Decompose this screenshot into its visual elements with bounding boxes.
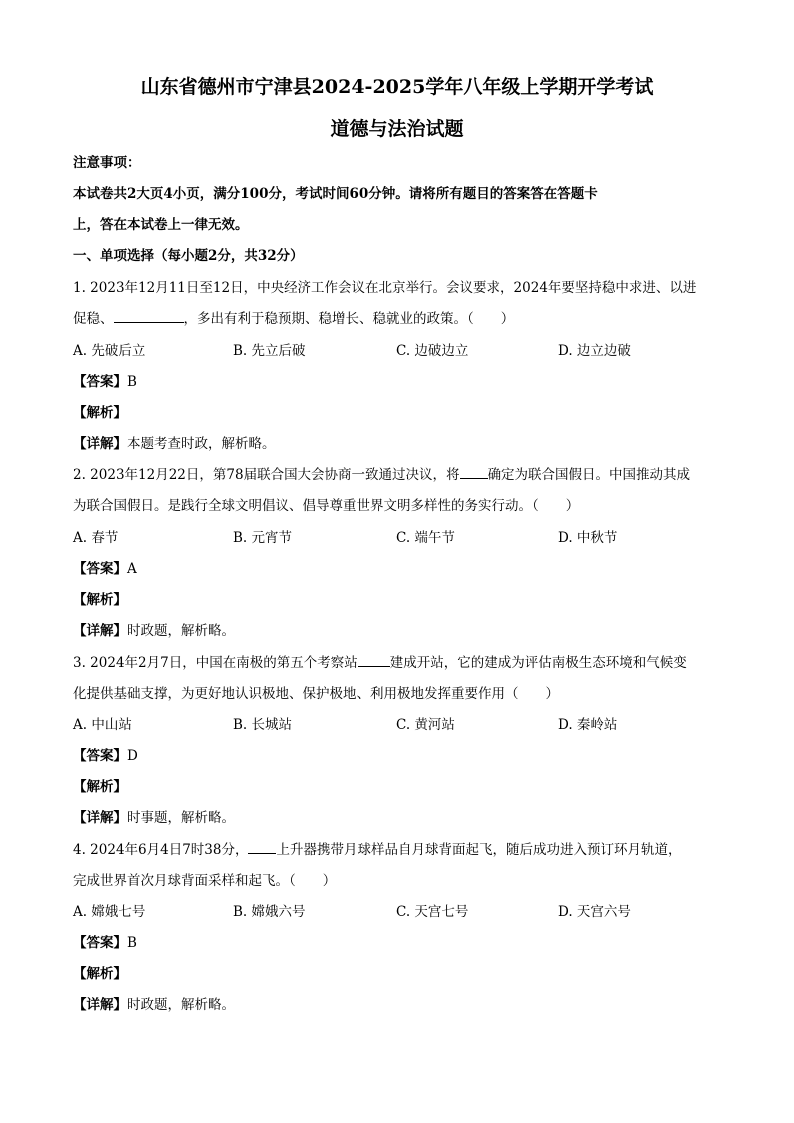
- analysis-label: 【解析】: [73, 592, 127, 608]
- question-2-line-2: 为联合国假日。是践行全球文明倡议、倡导尊重世界文明多样性的务实行动。（ ）: [73, 498, 580, 514]
- detail-text: 时事题，解析略。: [127, 810, 235, 826]
- question-4-line-1: [73, 838, 723, 858]
- option-b: B. 先立后破: [233, 343, 306, 359]
- answer-blank: [358, 654, 390, 667]
- question-1-answer: [73, 370, 723, 390]
- detail-label: 【详解】: [73, 436, 127, 452]
- option-b: B. 元宵节: [233, 530, 293, 546]
- question-3-options: [73, 713, 723, 733]
- answer-value: A: [127, 561, 137, 577]
- q2-text-pre: 2. 2023年12月22日，第78届联合国大会协商一致通过决议，将: [73, 467, 460, 483]
- question-3-analysis: [73, 775, 723, 795]
- q2-text-post: 确定为联合国假日。中国推动其成: [487, 467, 691, 483]
- question-3-line-1: [73, 651, 723, 671]
- option-d: D. 边立边破: [558, 343, 631, 359]
- question-4-answer: [73, 931, 723, 951]
- question-4-analysis: [73, 962, 723, 982]
- option-c: C. 黄河站: [396, 717, 455, 733]
- answer-label: 【答案】: [73, 374, 127, 390]
- detail-text: 时政题，解析略。: [127, 997, 235, 1013]
- answer-label: 【答案】: [73, 935, 127, 951]
- section-heading: 一、单项选择（每小题2分，共32分）: [73, 248, 304, 264]
- option-d: D. 中秋节: [558, 530, 618, 546]
- q1-text-post: ，多出有利于稳预期、稳增长、稳就业的政策。（ ）: [183, 311, 515, 327]
- question-4-detail: [73, 993, 723, 1013]
- option-a: A. 先破后立: [73, 343, 146, 359]
- detail-label: 【详解】: [73, 997, 127, 1013]
- option-d: D. 天宫六号: [558, 904, 631, 920]
- detail-text: 本题考查时政，解析略。: [127, 436, 276, 452]
- notice-line-2: 上，答在本试卷上一律无效。: [73, 217, 249, 233]
- exam-subtitle: 道德与法治试题: [330, 118, 464, 140]
- question-4-options: [73, 900, 723, 920]
- q3-text-post: 建成开站，它的建成为评估南极生态环境和气候变: [389, 655, 687, 671]
- option-a: A. 中山站: [73, 717, 132, 733]
- answer-value: B: [127, 935, 137, 951]
- analysis-label: 【解析】: [73, 966, 127, 982]
- question-2-analysis: [73, 588, 723, 608]
- answer-value: D: [127, 748, 138, 764]
- detail-label: 【详解】: [73, 623, 127, 639]
- question-1-detail: [73, 432, 723, 452]
- option-b: B. 嫦娥六号: [233, 904, 306, 920]
- notice-heading: 注意事项：: [73, 155, 141, 171]
- q3-text-pre: 3. 2024年2月7日，中国在南极的第五个考察站: [73, 655, 358, 671]
- detail-text: 时政题，解析略。: [127, 623, 235, 639]
- notice-line-1: 本试卷共2大页4小页，满分100分，考试时间60分钟。请将所有题目的答案答在答题卡: [73, 186, 598, 202]
- answer-blank: [114, 310, 184, 323]
- answer-label: 【答案】: [73, 561, 127, 577]
- question-1-options: [73, 339, 723, 359]
- option-a: A. 春节: [73, 530, 119, 546]
- answer-label: 【答案】: [73, 748, 127, 764]
- question-1-analysis: [73, 401, 723, 421]
- answer-blank: [460, 466, 488, 479]
- answer-blank: [248, 841, 276, 854]
- question-3-detail: [73, 806, 723, 826]
- analysis-label: 【解析】: [73, 779, 127, 795]
- question-3-line-2: 化提供基础支撑，为更好地认识极地、保护极地、利用极地发挥重要作用（ ）: [73, 686, 559, 702]
- detail-label: 【详解】: [73, 810, 127, 826]
- question-3-answer: [73, 744, 723, 764]
- exam-title: 山东省德州市宁津县2024-2025学年八年级上学期开学考试: [140, 76, 654, 98]
- option-c: C. 边破边立: [396, 343, 469, 359]
- option-d: D. 秦岭站: [558, 717, 618, 733]
- q1-text-pre: 促稳、: [73, 311, 114, 327]
- option-c: C. 端午节: [396, 530, 455, 546]
- question-1-line-1: 1. 2023年12月11日至12日，中央经济工作会议在北京举行。会议要求，2024年要坚持稳中求进、以进: [73, 280, 697, 296]
- option-b: B. 长城站: [233, 717, 293, 733]
- question-2-answer: [73, 557, 723, 577]
- answer-value: B: [127, 374, 137, 390]
- q4-text-pre: 4. 2024年6月4日7时38分，: [73, 842, 249, 858]
- question-2-options: [73, 526, 723, 546]
- question-2-line-1: [73, 463, 723, 483]
- question-4-line-2: 完成世界首次月球背面采样和起飞。（ ）: [73, 873, 337, 889]
- option-a: A. 嫦娥七号: [73, 904, 146, 920]
- q4-text-post: 上升器携带月球样品自月球背面起飞，随后成功进入预订环月轨道，: [276, 842, 682, 858]
- question-2-detail: [73, 619, 723, 639]
- option-c: C. 天宫七号: [396, 904, 469, 920]
- question-1-line-2: [73, 307, 723, 327]
- analysis-label: 【解析】: [73, 405, 127, 421]
